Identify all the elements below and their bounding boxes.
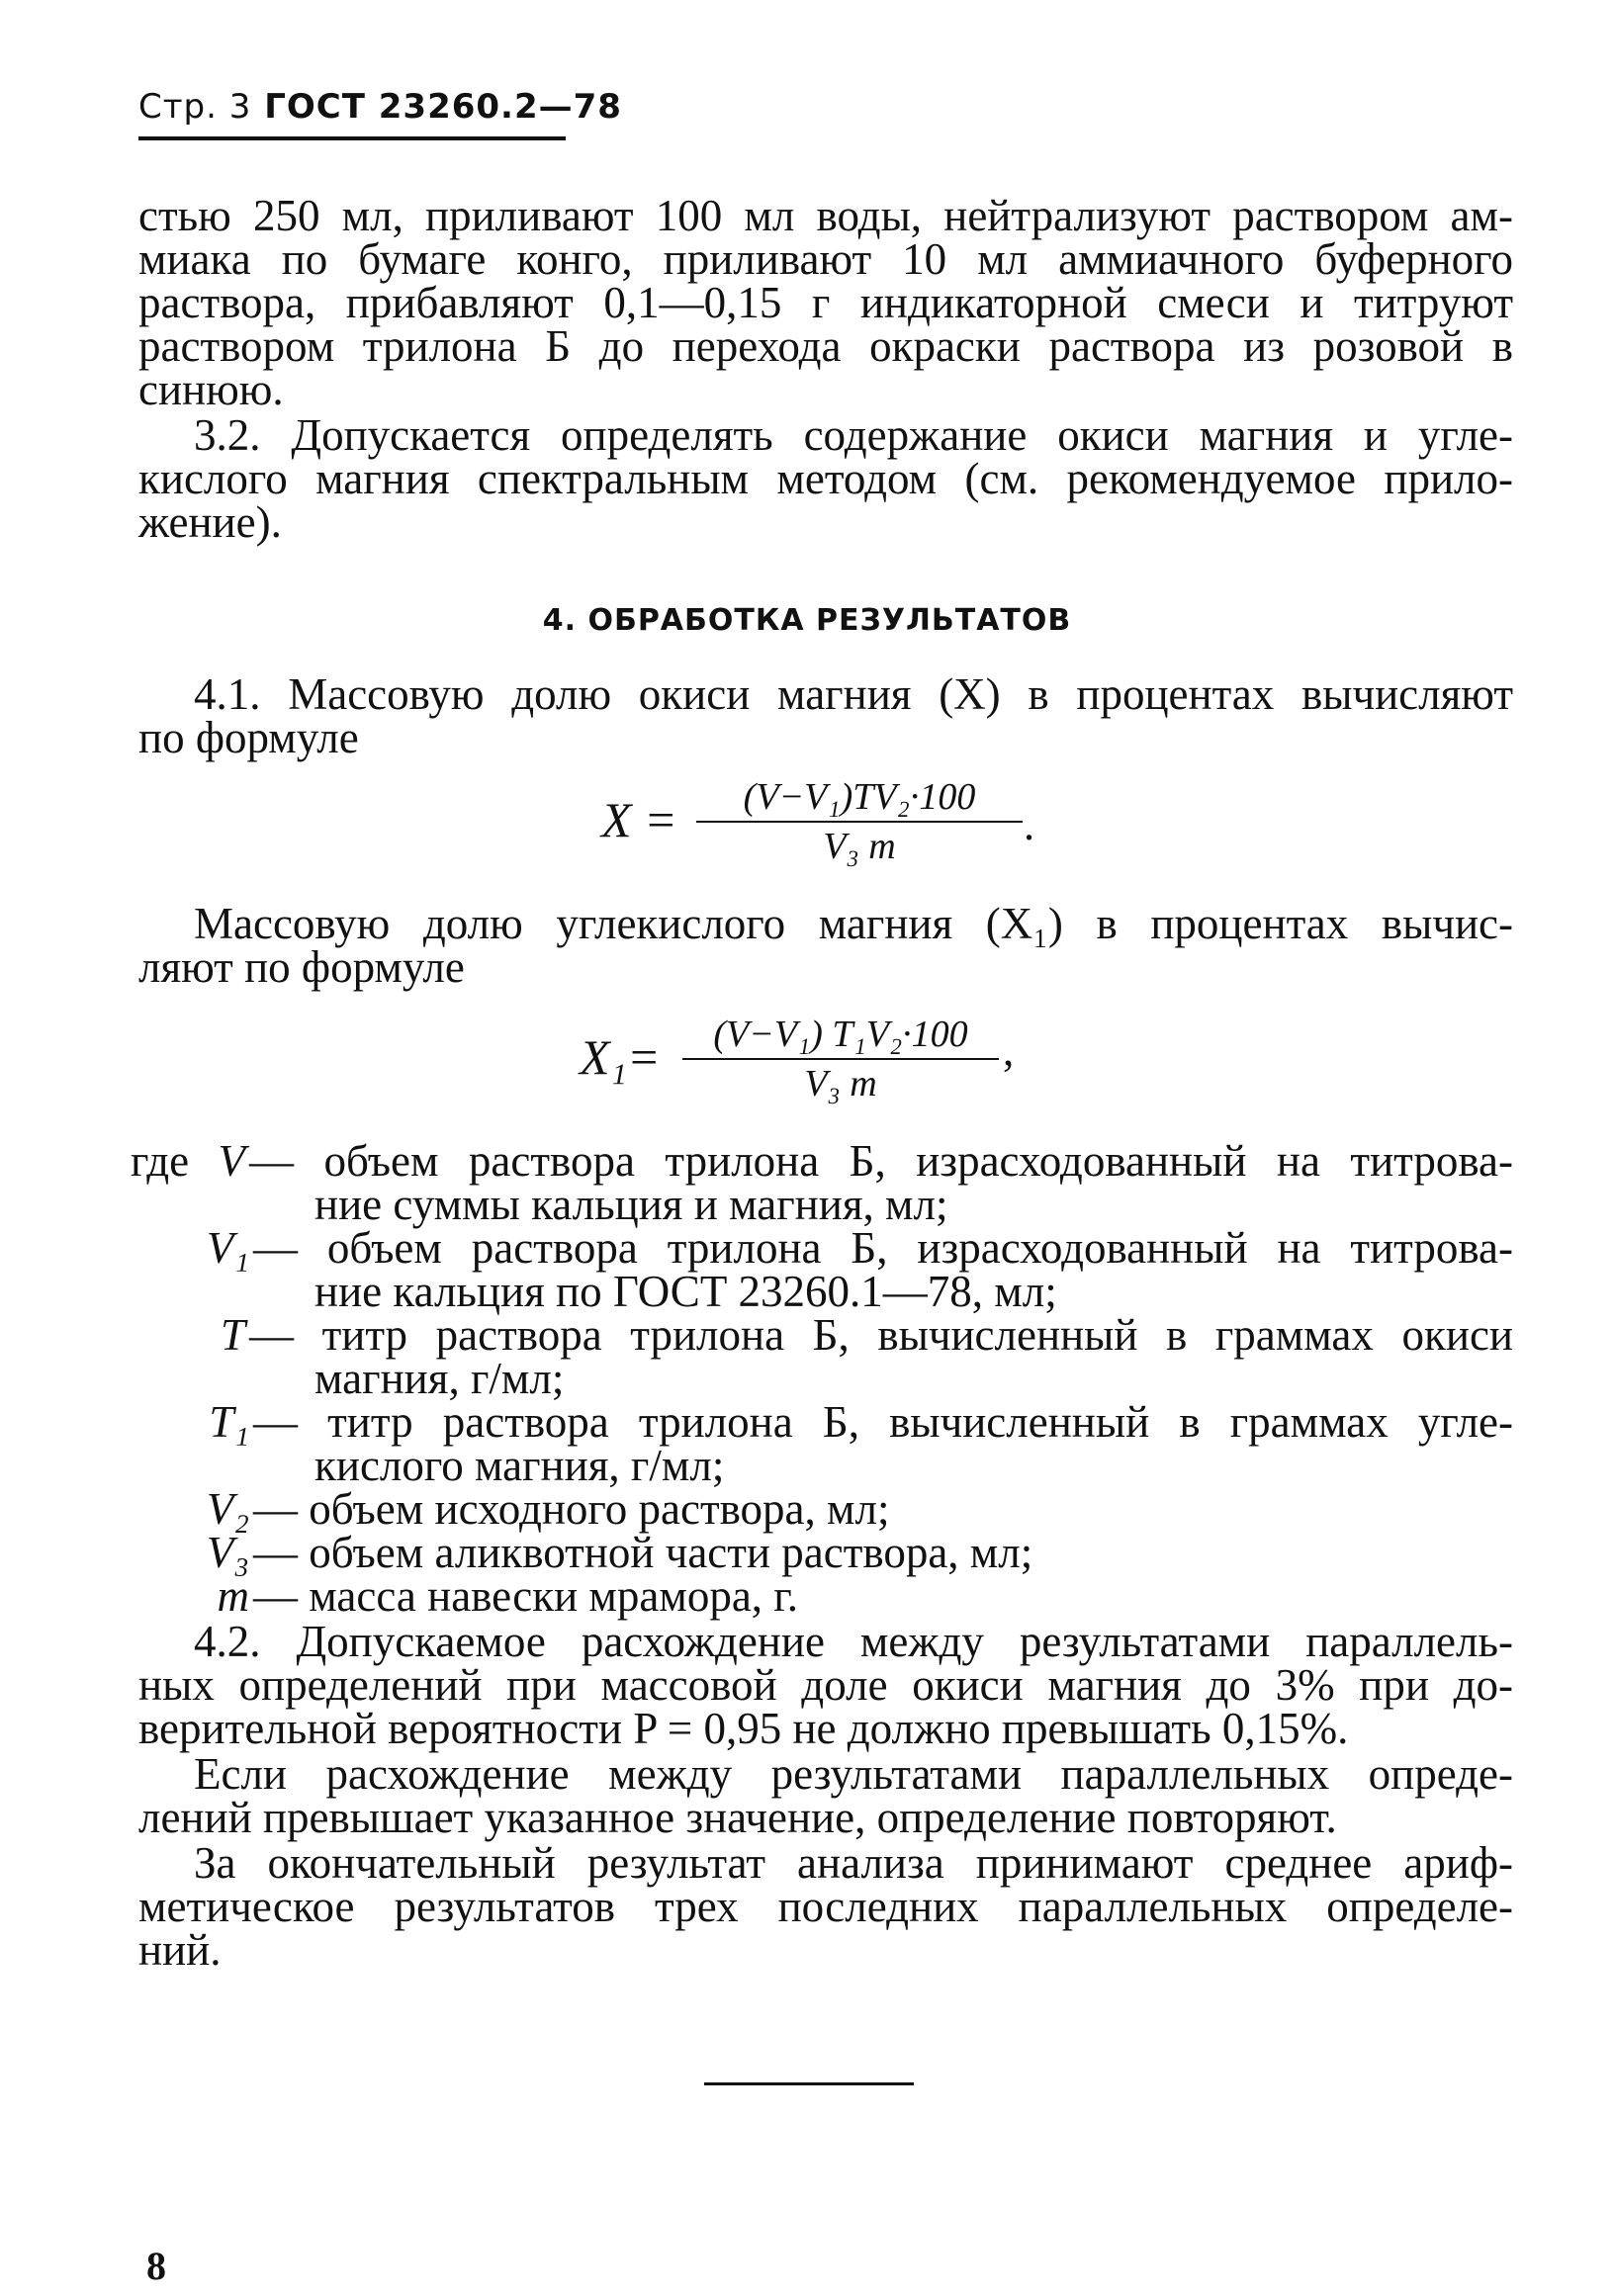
paragraph-line: ний. [138,1925,222,1975]
formula-lhs: X₁= [580,1029,661,1085]
paragraph-line: верительной вероятности P = 0,95 не должно превышать 0,15%. [138,1704,1349,1753]
definition-symbol: T [220,1310,245,1360]
paragraph-line: раствором трилона Б до перехода окраски раствора из розовой в [138,321,1513,371]
formula-denominator: V₃ m [804,1063,877,1104]
page-header [138,87,622,127]
definition-symbol: m [217,1571,249,1621]
fraction-bar [696,821,1023,823]
paragraph-line: 4.1. Массовую долю окиси магния (X) в процентах вычисляют [194,669,1513,719]
paragraph-line: метическое результатов трех последних параллельных определе- [138,1882,1513,1931]
formula-lhs: X = [601,792,677,847]
paragraph-line: ных определений при массовой доле окиси магния до 3% при до- [138,1660,1513,1710]
header-standard: ГОСТ 23260.2—78 [264,87,622,127]
definition-symbol: V₂ [206,1484,249,1534]
definition-text: — титр раствора трилона Б, вычисленный в граммах окиси [249,1310,1513,1360]
paragraph-line: За окончательный результат анализа принимают среднее ариф- [194,1838,1513,1888]
definition-text: — объем раствора трилона Б, израсходованный на титрова- [253,1223,1513,1273]
formula-trail: , [1003,1025,1015,1075]
formula-numerator: (V−V₁)TV₂·100 [743,776,976,818]
paragraph-line: миака по бумаге конго, приливают 10 мл аммиачного буферного [138,234,1513,284]
header-rule [138,136,566,140]
formula-denominator: V₃ m [823,826,896,867]
formula-fraction [696,777,1023,866]
paragraph-line: синюю. [138,365,284,414]
page-number: 8 [146,2244,166,2288]
paragraph-line: Если расхождение между результатами параллельных опреде- [194,1749,1513,1799]
paragraph-line: 4.2. Допускаемое расхождение между результатами параллель- [194,1617,1513,1666]
definition-text: магния, г/мл; [314,1354,565,1403]
definition-text: кислого магния, г/мл; [314,1441,725,1490]
definition-symbol: V [218,1136,245,1186]
definition-text: — объем раствора трилона Б, израсходованный на титрова- [249,1136,1513,1186]
paragraph-line: раствора, прибавляют 0,1—0,15 г индикаторной смеси и титруют [138,278,1513,327]
definition-text: — объем исходного раствора, мл; [253,1484,890,1534]
where-label: где [131,1136,190,1186]
paragraph-line: по формуле [138,713,359,762]
paragraph-line: кислого магния спектральным методом (см. рекомендуемое прило- [138,454,1513,503]
definition-text: — титр раствора трилона Б, вычисленный в граммах угле- [253,1397,1513,1447]
paragraph-line: Массовую долю углекислого магния (X₁) в процентах вычис- [194,899,1513,948]
end-rule [704,2082,914,2085]
definition-text: ние кальция по ГОСТ 23260.1—78, мл; [314,1267,1057,1316]
paragraph-line: 3.2. Допускается определять содержание окиси магния и угле- [194,410,1513,460]
formula-numerator: (V−V₁) T₁V₂·100 [713,1014,968,1055]
definition-text: — масса навески мрамора, г. [253,1571,798,1621]
fraction-bar [682,1058,999,1060]
section-heading: 4. ОБРАБОТКА РЕЗУЛЬТАТОВ [542,603,1072,638]
definition-symbol: V₁ [206,1223,249,1273]
header-page-label: Стр. 3 [138,87,252,127]
paragraph-line: стью 250 мл, приливают 100 мл воды, нейтрализуют раствором ам- [138,191,1513,240]
paragraph-line: лений превышает указанное значение, определение повторяют. [138,1793,1337,1842]
definition-text: ние суммы кальция и магния, мл; [314,1180,948,1229]
formula-fraction [682,1015,999,1104]
paragraph-line: ляют по формуле [138,942,465,992]
definition-symbol: V₃ [206,1528,249,1577]
formula-trail: . [1025,800,1036,849]
definition-symbol: T₁ [209,1397,249,1447]
paragraph-line: жение). [138,497,282,547]
definition-text: — объем аликвотной части раствора, мл; [253,1528,1033,1577]
